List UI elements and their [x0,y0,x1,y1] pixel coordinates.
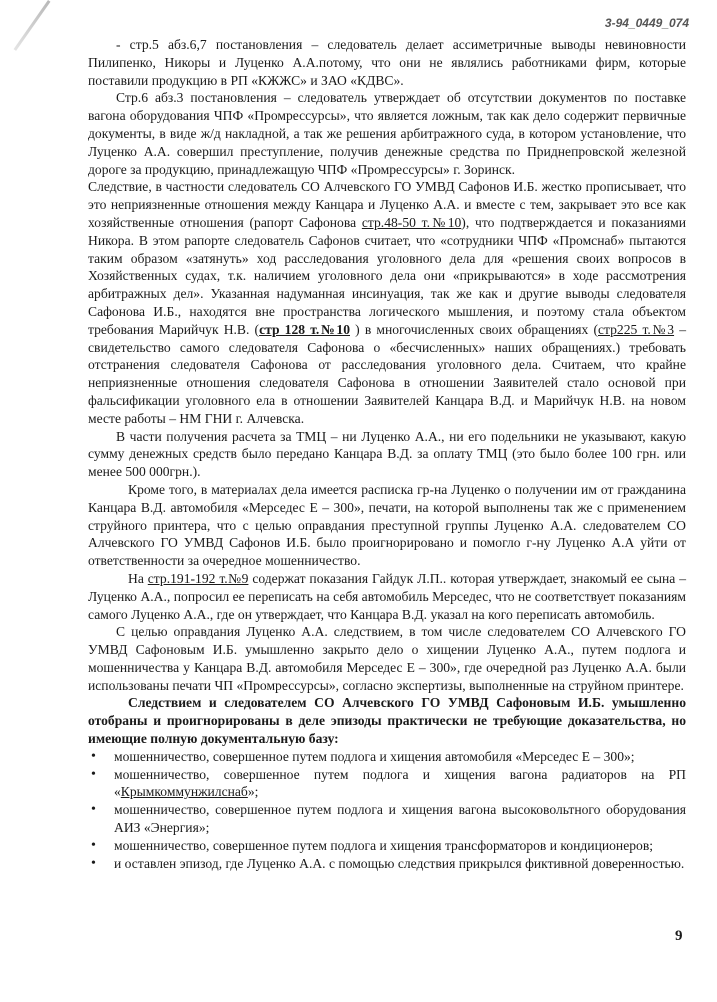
page-number: 9 [675,928,683,944]
list-item-text: мошенничество, совершенное путем подлога и хищения вагона радиаторов на РП « [114,766,686,800]
paragraph-5: Кроме того, в материалах дела имеется расписка гр-на Луценко о получении им от гражданина Канцара В.Д. автомобиля «Мерседес Е – 300», печати, на которой выполнены так же с применением струйного принтера, что с целью оправдания преступной группы Луценко А.А. следователем СО Алчевского ГО УМВД Сафонов И.Б. было проигнорировано и помогло г-ну Луценко А.А уйти от ответственности за очередное мошенничество. [88,481,686,569]
reference-link-2: стр 128 т.№10 [259,321,350,337]
bullet-icon: • [91,837,96,853]
paragraph-7: С целью оправдания Луценко А.А. следствием, в том числе следователем СО Алчевского ГО УМВД Сафоновым И.Б. умышленно закрыто дело о хищении Луценко А.А., путем подлога и мошенничества у Канцара В.Д. автомобиля Мерседес Е – 300», где очередной раз Луценко А.А. были использованы печати ЧП «Промрессурсы», согласно экспертизы, выполненные на струйном принтере. [88,624,686,693]
paragraph-6 [88,570,686,623]
list-item-text: мошенничество, совершенное путем подлога и хищения вагона высоковольтного оборудования АИЗ «Энергия»; [114,802,686,836]
paragraph-3-text-4: – свидетельство самого следователя Сафонова о «бесчисленных» наших обращениях.) требовать отстранения следователя Сафонова от расследования уголовного дела. Считаем, что крайне неприязненные отношения следователя Сафонова в отношении Заявителей стало основой при фальсификации уголовного ела в отношении Заявителей Канцара В.Д. и Марийчук Н.В. на новом месте работы – НМ ГНИ г. Алчевска. [88,321,686,426]
paragraph-3-text-3: ) в многочисленных своих обращениях ( [350,321,598,337]
paragraph-2: Стр.6 абз.3 постановления – следователь утверждает об отсутствии документов по поставке вагона оборудования ЧПФ «Промрессурсы», что является ложным, так как дело содержит первичные документы, в виде ж/д накладной, а так же решения арбитражного суда, в котором установление, что Луценко А.А. совершил преступление, получив денежные средства по Приднепровской железной дороге за продукцию, принадлежащую ЧПФ «Промрессурсы» г. Зоринск. [88,90,686,177]
paragraph-8-bold: Следствием и следователем СО Алчевского ГО УМВД Сафоновым И.Б. умышленно отобраны и проигнорированы в деле эпизоды практически не требующие доказательства, но имеющие полную документальную базу: [88,695,686,747]
bullet-icon: • [91,748,96,764]
reference-link-4: стр.191-192 т.№9 [147,570,249,586]
paragraph-6-text-2: содержат показания Гайдук Л.П.. которая утверждает, знакомый ее сына – Луценко А.А., попросил ее переписать на себя автомобиль Мерседес, что не соответствует показаниям самого Луценко А.А., где он утверждает, что Канцара В.Д. указал на кого переписать автомобиль. [88,570,686,622]
bullet-icon: • [91,802,96,818]
list-item-text: и оставлен эпизод, где Луценко А.А. с помощью следствия прикрылся фиктивной доверенностью. [114,855,685,871]
list-item [88,801,686,837]
bullet-icon: • [91,766,96,782]
list-item [88,855,686,873]
reference-link-5: Крымкоммунжилснаб [120,784,248,800]
paragraph-3-text-1: Следствие, в частности следователь СО Алчевского ГО УМВД Сафонов И.Б. жестко прописывает, что это неприязненные отношения между Канцара и Луценко А.А. и вместе с тем, закрывает это все как хозяйственные отношения (рапорт Сафонова [88,179,686,230]
paragraph-1: - стр.5 абз.6,7 постановления – следователь делает ассиметричные выводы невиновности Пилипенко, Никоры и Луценко А.А.потому, что они не являлись работниками фирм, которые поставили продукцию в РП «КЖЖС» и ЗАО «КДВС». [88,37,686,88]
paragraph-3-text-2: ), что подтверждается и показаниями Никора. В этом рапорте следователь Сафонов считает, что «сотрудники ЧПФ «Промснаб» пытаются таким образом «затянуть» ход расследования уголовного дела для «решения своих вопросов в Хозяйственных судах, т.к. наличием уголовного дела они «прикрываются» в ходе рассмотрения арбитражных дел». Указанная надуманная инсинуация, так же как и другие выводы следователя Сафонова И.Б., находятся вне пространства логического мышления, и поэтому стала объектом требования Марийчук Н.В. ( [88,214,686,337]
reference-link-3: стр225 т.№3 [598,321,675,337]
list-item [88,837,686,855]
list-item [88,766,686,802]
list-item-text: мошенничество, совершенное путем подлога и хищения автомобиля «Мерседес Е – 300»; [114,748,635,764]
episode-list [88,748,686,873]
paragraph-4: В части получения расчета за ТМЦ – ни Луценко А.А., ни его подельники не указывают, какую сумму денежных средств было передано Канцара В.Д. за оплату ТМЦ (это было более 100 грн. или менее 500 000грн.). [88,428,686,480]
document-body [88,36,686,872]
paragraph-3 [88,178,686,427]
scan-artifact-line [14,0,51,51]
document-id-stamp: 3-94_0449_074 [604,16,689,30]
list-item-text-end: »; [247,784,259,800]
paragraph-6-text-1: На [128,570,148,586]
list-item [88,748,686,766]
reference-link-1: стр.48-50 т.№10 [361,214,462,230]
list-item-text: мошенничество, совершенное путем подлога и хищения трансформаторов и кондиционеров; [114,837,654,853]
bullet-icon: • [91,855,96,871]
